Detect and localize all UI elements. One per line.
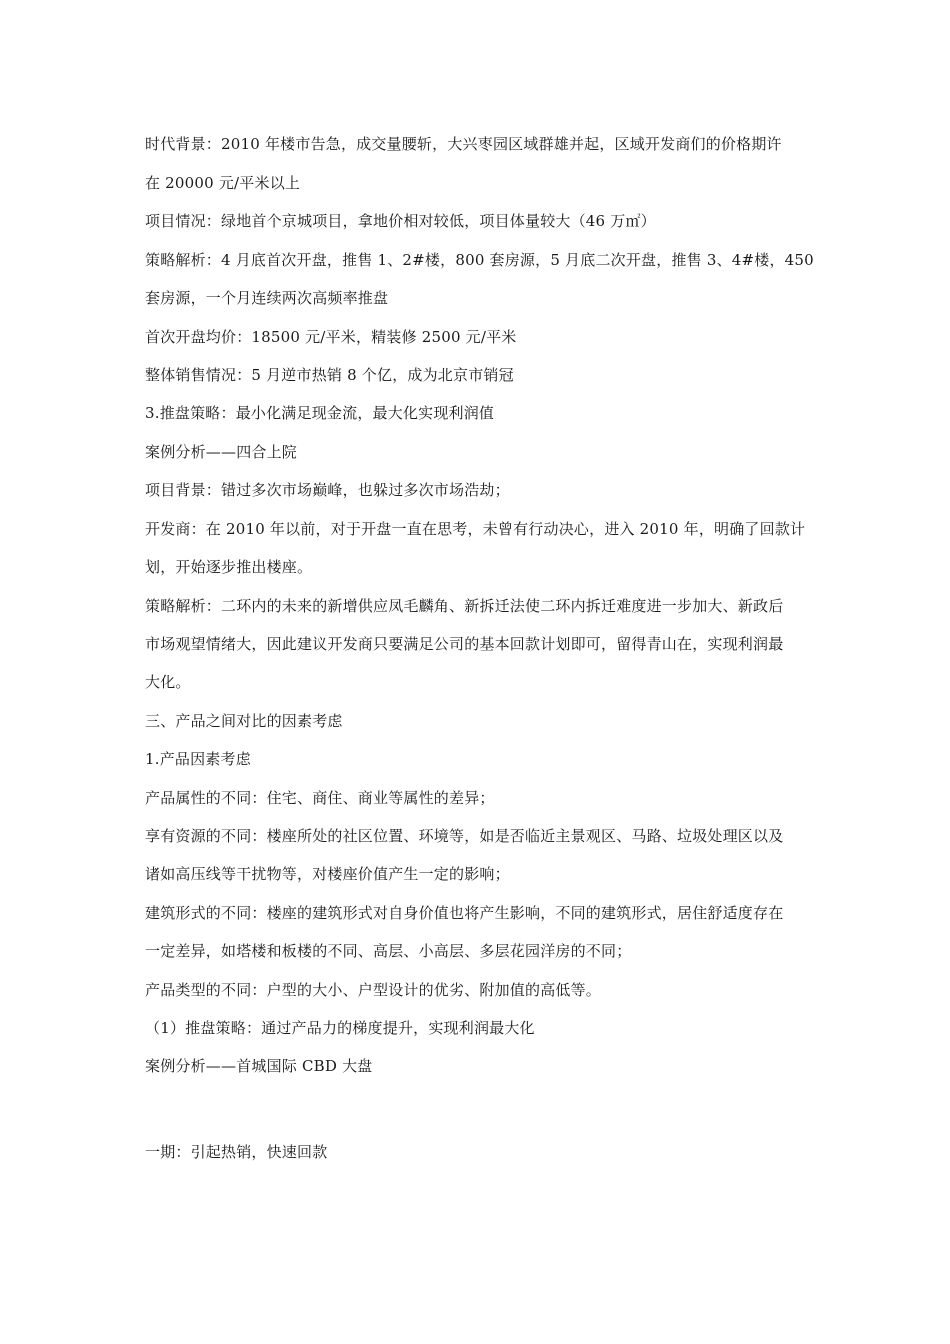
paragraph-strategy-analysis-cont: 套房源，一个月连续两次高频率推盘 — [145, 289, 389, 307]
paragraph-phase-one: 一期：引起热销，快速回款 — [145, 1143, 328, 1161]
paragraph-strategy-analysis-2-cont: 市场观望情绪大，因此建议开发商只要满足公司的基本回款计划即可，留得青山在，实现利润最 — [145, 635, 784, 653]
paragraph-resources: 享有资源的不同：楼座所处的社区位置、环境等，如是否临近主景观区、马路、垃圾处理区以及 — [145, 827, 784, 845]
paragraph-developer-cont: 划，开始逐步推出楼座。 — [145, 558, 313, 576]
paragraph-project-background: 项目背景：错过多次市场巅峰，也躲过多次市场浩劫； — [145, 481, 510, 499]
heading-strategy-1: （1）推盘策略：通过产品力的梯度提升，实现利润最大化 — [145, 1019, 535, 1037]
paragraph-resources-cont: 诸如高压线等干扰物等，对楼座价值产生一定的影响； — [145, 865, 510, 883]
paragraph-first-opening-price: 首次开盘均价：18500 元/平米，精装修 2500 元/平米 — [145, 328, 517, 346]
heading-product-factors: 1.产品因素考虑 — [145, 750, 251, 768]
paragraph-building-form-cont: 一定差异，如塔楼和板楼的不同、高层、小高层、多层花园洋房的不同； — [145, 942, 632, 960]
paragraph-era-background: 时代背景：2010 年楼市告急，成交量腰斩，大兴枣园区域群雄并起，区域开发商们的价格期许 — [145, 135, 782, 153]
paragraph-era-background-cont: 在 20000 元/平米以上 — [145, 174, 301, 192]
heading-case-shoucheng: 案例分析——首城国际 CBD 大盘 — [145, 1057, 373, 1075]
paragraph-project-status: 项目情况：绿地首个京城项目，拿地价相对较低，项目体量较大（46 万㎡） — [145, 212, 656, 230]
paragraph-strategy-analysis-2-end: 大化。 — [145, 673, 191, 691]
paragraph-product-type: 产品类型的不同：户型的大小、户型设计的优劣、附加值的高低等。 — [145, 981, 602, 999]
paragraph-strategy-analysis: 策略解析：4 月底首次开盘，推售 1、2#楼，800 套房源，5 月底二次开盘，推售 3、4#楼，450 — [145, 251, 814, 269]
heading-strategy-3: 3.推盘策略：最小化满足现金流，最大化实现利润值 — [145, 404, 495, 422]
paragraph-building-form: 建筑形式的不同：楼座的建筑形式对自身价值也将产生影响，不同的建筑形式，居住舒适度存在 — [145, 904, 784, 922]
paragraph-overall-sales: 整体销售情况：5 月逆市热销 8 个亿，成为北京市销冠 — [145, 366, 514, 384]
paragraph-strategy-analysis-2: 策略解析：二环内的未来的新增供应凤毛麟角、新拆迁法使二环内拆迁难度进一步加大、新政后 — [145, 597, 784, 615]
heading-case-siheshangyuan: 案例分析——四合上院 — [145, 443, 298, 461]
heading-section-3: 三、产品之间对比的因素考虑 — [145, 712, 343, 730]
paragraph-product-attributes: 产品属性的不同：住宅、商住、商业等属性的差异； — [145, 789, 495, 807]
paragraph-developer: 开发商：在 2010 年以前，对于开盘一直在思考，未曾有行动决心，进入 2010 年，明确了回款计 — [145, 520, 806, 538]
